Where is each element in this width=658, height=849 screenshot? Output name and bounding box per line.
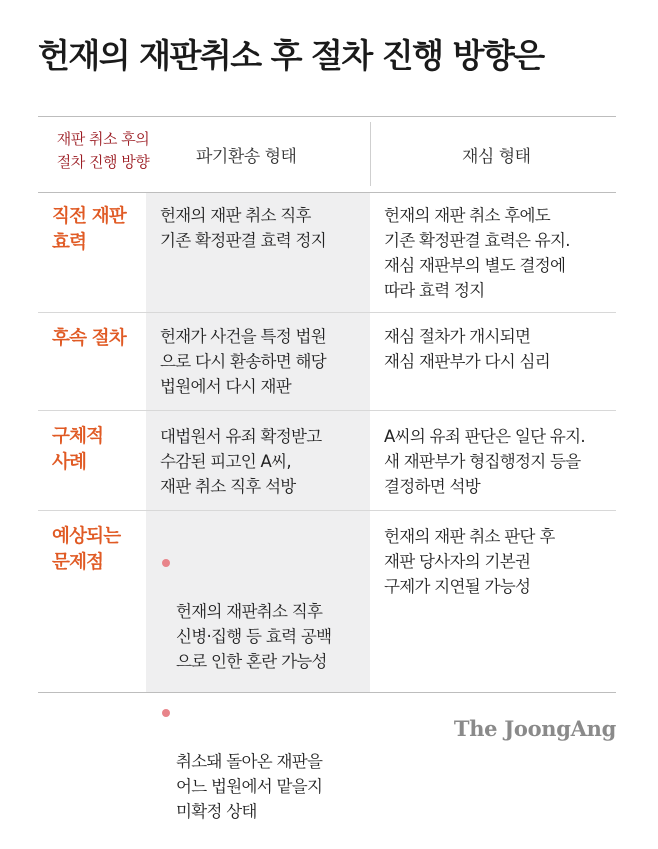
cell-retrial-row4: 헌재의 재판 취소 판단 후 재판 당사자의 기본권 구제가 지연될 가능성 bbox=[384, 527, 555, 596]
bullet-text: 취소돼 돌아온 재판을 어느 법원에서 맡을지 미확정 상태 bbox=[176, 752, 323, 821]
cell-remand-row4 bbox=[162, 524, 331, 849]
table-top-rule bbox=[38, 116, 616, 117]
page-title: 헌재의 재판취소 후 절차 진행 방향은 bbox=[38, 36, 544, 75]
list-item bbox=[162, 549, 331, 674]
header-column-separator bbox=[370, 122, 371, 186]
bullet-text: 헌재의 재판취소 직후 신병·집행 등 효력 공백 으로 인한 혼란 가능성 bbox=[176, 602, 332, 671]
row-label-follow-up-procedure: 후속 절차 bbox=[52, 328, 126, 349]
row-label-prior-ruling-effect: 직전 재판 효력 bbox=[52, 206, 126, 253]
row-label-concrete-case: 구체적 사례 bbox=[52, 426, 104, 473]
header-col-remand: 파기환송 형태 bbox=[196, 147, 297, 167]
bullet-dot-icon bbox=[162, 709, 170, 717]
header-col-retrial: 재심 형태 bbox=[462, 147, 531, 167]
bullet-dot-icon bbox=[162, 559, 170, 567]
cell-remand-row3: 대법원서 유죄 확정받고 수감된 피고인 A씨, 재판 취소 직후 석방 bbox=[160, 427, 322, 496]
cell-retrial-row2: 재심 절차가 개시되면 재심 재판부가 다시 심리 bbox=[384, 327, 551, 371]
list-item bbox=[162, 699, 331, 824]
cell-remand-row2: 헌재가 사건을 특정 법원 으로 다시 환송하면 해당 법원에서 다시 재판 bbox=[160, 327, 327, 396]
header-row-label: 재판 취소 후의 절차 진행 방향 bbox=[56, 130, 150, 171]
row-label-expected-problems: 예상되는 문제점 bbox=[52, 526, 121, 573]
brand-logo: The JoongAng bbox=[453, 716, 616, 741]
cell-retrial-row3: A씨의 유죄 판단은 일단 유지. 새 재판부가 형집행정지 등을 결정하면 석방 bbox=[384, 427, 585, 496]
cell-retrial-row1: 헌재의 재판 취소 후에도 기존 확정판결 효력은 유지. 재심 재판부의 별도 결정에 따라 효력 정지 bbox=[384, 206, 570, 300]
cell-remand-row1: 헌재의 재판 취소 직후 기존 확정판결 효력 정지 bbox=[160, 206, 327, 250]
